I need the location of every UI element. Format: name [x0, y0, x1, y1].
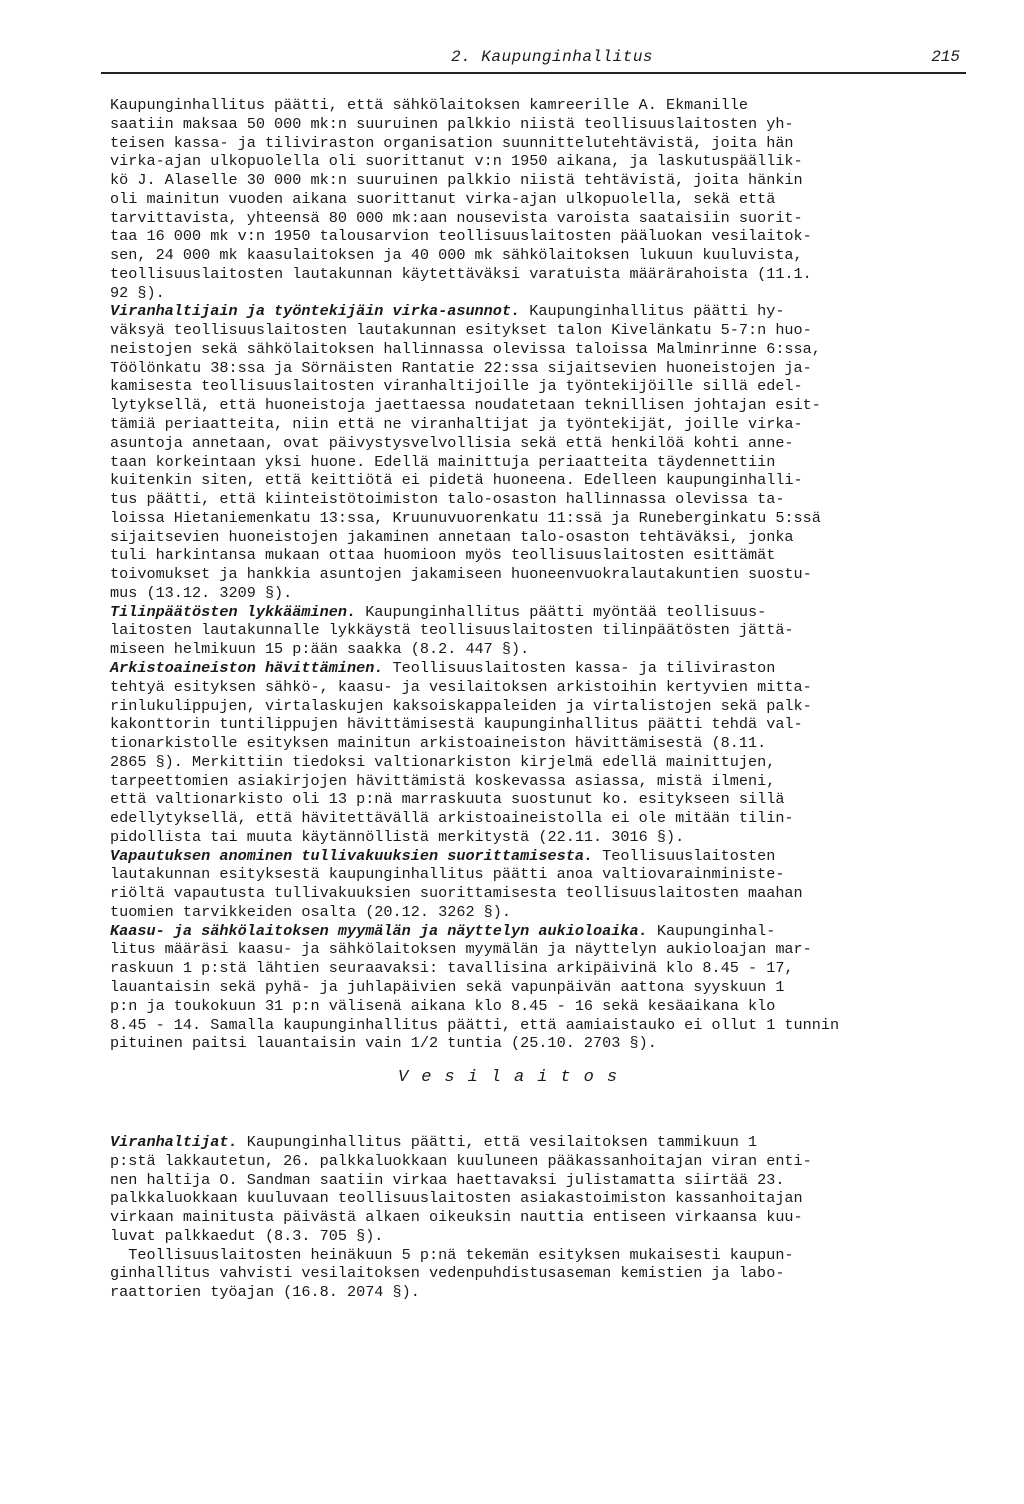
text-line: p:stä lakkautetun, 26. palkkaluokkaan kuuluneen pääkassanhoitajan viran enti-: [110, 1151, 812, 1170]
text-line: laitosten lautakunnalle lykkäystä teollisuuslaitosten tilinpäätösten jättä-: [110, 621, 794, 640]
text-line: saatiin maksaa 50 000 mk:n suuruinen palkkio niistä teollisuuslaitosten yh-: [110, 114, 794, 133]
text-line: virka-ajan ulkopuolella oli suorittanut v:n 1950 aikana, ja laskutuspäällik-: [110, 152, 803, 171]
text-line: kakonttorin tuntilippujen hävittämisestä kaupunginhallitus päätti tehdä val-: [110, 715, 803, 734]
text-line: 8.45 - 14. Samalla kaupunginhallitus päätti, että aamiaistauko ei ollut 1 tunnin: [110, 1015, 840, 1034]
text-line: p:n ja toukokuun 31 p:n välisenä aikana klo 8.45 - 16 sekä kesäaikana klo: [110, 996, 776, 1015]
text-run: Kaupunginhallitus päätti hy-: [520, 302, 785, 321]
paragraph: [110, 302, 990, 602]
text-line: [110, 659, 990, 678]
text-line: 2865 §). Merkittiin tiedoksi valtionarkiston kirjelmä edellä mainittujen,: [110, 752, 776, 771]
text-run: Kaupunginhallitus päätti, että vesilaitoksen tammikuun 1: [237, 1133, 758, 1151]
text-line: palkkaluokkaan kuuluvaan teollisuuslaitosten asiakastoimiston kassanhoitajan: [110, 1189, 803, 1208]
paragraph: [110, 1133, 990, 1246]
text-line: tarpeettomien asiakirjojen hävittämistä koskevassa asiassa, mistä ilmeni,: [110, 771, 776, 790]
text-line: tämiä periaatteita, niin että ne viranhaltijat ja työntekijät, joille virka-: [110, 415, 803, 434]
text-line: lytyksellä, että huoneistoja jaettaessa noudatetaan teknillisen johtajan esit-: [110, 396, 821, 415]
text-line: pidollista tai muuta käytännöllistä merkitystä (22.11. 3016 §).: [110, 827, 685, 846]
text-line: [110, 302, 990, 321]
paragraph: [110, 847, 990, 922]
text-line: riöltä vapautusta tullivakuuksien suorittamisesta teollisuuslaitosten maahan: [110, 884, 803, 903]
text-line: teollisuuslaitosten lautakunnan käytettäväksi varatuista määrärahoista (11.1.: [110, 264, 812, 283]
text-line: sijaitsevien huoneistojen jakaminen annetaan talo-osaston tehtäväksi, jonka: [110, 527, 794, 546]
text-line: rinlukulippujen, virtalaskujen kaksoiskappaleiden ja virtalistojen sekä palk-: [110, 696, 812, 715]
section-title: Vesilaitos: [398, 1068, 631, 1087]
text-line: taa 16 000 mk v:n 1950 talousarvion teollisuuslaitosten pääluokan vesilaitok-: [110, 227, 812, 246]
text-line: teisen kassa- ja tiliviraston organisation suunnittelutehtävistä, joita hän: [110, 133, 794, 152]
text-line: sen, 24 000 mk kaasulaitoksen ja 40 000 mk sähkölaitoksen lukuun kuuluvista,: [110, 246, 803, 265]
text-line: Töölönkatu 38:ssa ja Sörnäisten Rantatie 22:ssa sijaitsevien huoneistojen ja-: [110, 358, 812, 377]
text-line: lautakunnan esityksestä kaupunginhallitus päätti anoa valtiovarainministe-: [110, 865, 785, 884]
paragraph-heading: Arkistoaineiston hävittäminen.: [110, 658, 384, 677]
text-run: Kaupunginhal-: [647, 921, 776, 940]
text-line: raskuun 1 p:stä lähtien seuraavaksi: tavallisina arkipäivinä klo 8.45 - 17,: [110, 959, 794, 978]
paragraph-heading: Kaasu- ja sähkölaitoksen myymälän ja näyttelyn aukioloaika.: [110, 921, 648, 940]
paragraph-heading: Tilinpäätösten lykkääminen.: [110, 602, 357, 621]
running-title: 2. Kaupunginhallitus: [451, 48, 654, 66]
paragraph-heading: Vapautuksen anominen tullivakuuksien suorittamisesta.: [110, 846, 594, 865]
paragraph: [110, 603, 990, 659]
section-body-text: [110, 1133, 990, 1302]
text-line: oli mainitun vuoden aikana suorittanut virka-ajan ulkopuolella, sekä että: [110, 189, 776, 208]
text-line: Kaupunginhallitus päätti, että sähkölaitoksen kamreerille A. Ekmanille: [110, 96, 748, 114]
text-line: tarvittavista, yhteensä 80 000 mk:aan nousevista varoista saataisiin suorit-: [110, 208, 803, 227]
text-line: tehtyä esityksen sähkö-, kaasu- ja vesilaitoksen arkistoihin kertyvien mitta-: [110, 677, 812, 696]
text-line: miseen helmikuun 15 p:ään saakka (8.2. 447 §).: [110, 640, 530, 659]
text-line: luvat palkkaedut (8.3. 705 §).: [110, 1226, 384, 1245]
text-line: mus (13.12. 3209 §).: [110, 583, 293, 602]
text-line: tuomien tarvikkeiden osalta (20.12. 3262 §).: [110, 902, 512, 921]
body-text: [110, 96, 990, 1053]
text-line: että valtionarkisto oli 13 p:nä marraskuuta suostunut ko. esitykseen sillä: [110, 790, 785, 809]
text-line: litus määräsi kaasu- ja sähkölaitoksen myymälän ja näyttelyn aukioloajan mar-: [110, 940, 812, 959]
text-line: 92 §).: [110, 283, 165, 302]
text-line: tionarkistolle esityksen mainitun arkistoaineiston hävittämisestä (8.11.: [110, 734, 767, 753]
paragraph: [110, 659, 990, 847]
running-header: [101, 48, 966, 74]
text-line: ginhallitus vahvisti vesilaitoksen vedenpuhdistusaseman kemistien ja labo-: [110, 1264, 785, 1283]
text-line: Teollisuuslaitosten heinäkuun 5 p:nä tekemän esityksen mukaisesti kaupun-: [110, 1245, 794, 1264]
text-line: pituinen paitsi lauantaisin vain 1/2 tuntia (25.10. 2703 §).: [110, 1034, 657, 1053]
text-line: tuli harkintansa mukaan ottaa huomioon myös teollisuuslaitosten esittämät: [110, 546, 776, 565]
text-line: tus päätti, että kiinteistötoimiston talo-osaston hallinnassa olevissa ta-: [110, 490, 785, 509]
text-line: loissa Hietaniemenkatu 13:ssa, Kruunuvuorenkatu 11:ssä ja Runeberginkatu 5:ssä: [110, 508, 821, 527]
text-line: [110, 847, 990, 866]
paragraph: [110, 1246, 990, 1302]
text-line: [110, 922, 990, 941]
paragraph-heading: Viranhaltijain ja työntekijäin virka-asunnot.: [110, 302, 521, 321]
text-line: edellytyksellä, että hävitettävällä arkistoaineistolla ei ole mitään tilin-: [110, 809, 794, 828]
paragraph-heading: Viranhaltijat.: [110, 1133, 238, 1151]
text-line: toivomukset ja hankkia asuntojen jakamiseen huoneenvuokralautakuntien suostu-: [110, 565, 812, 584]
text-line: taan korkeintaan yksi huone. Edellä mainittuja periaatteita täydennettiin: [110, 452, 776, 471]
text-run: Teollisuuslaitosten kassa- ja tiliviraston: [383, 658, 776, 677]
text-run: Kaupunginhallitus päätti myöntää teollisuus-: [356, 602, 767, 621]
text-line: raattorien työajan (16.8. 2074 §).: [110, 1283, 420, 1302]
paragraph: [110, 96, 990, 302]
paragraph: [110, 922, 990, 1053]
text-line: asuntoja annetaan, ovat päivystysvelvollisia sekä että henkilöä kohti anne-: [110, 433, 794, 452]
text-line: virkaan mainitusta päivästä alkaen oikeuksin nauttia entiseen virkaansa kuu-: [110, 1208, 803, 1227]
page-number: 215: [931, 48, 960, 66]
text-line: väksyä teollisuuslaitosten lautakunnan esitykset talon Kivelänkatu 5-7:n huo-: [110, 321, 812, 340]
text-line: kö J. Alaselle 30 000 mk:n suuruinen palkkio niistä tehtävistä, joita hänkin: [110, 171, 803, 190]
text-line: lauantaisin sekä pyhä- ja juhlapäivien sekä vapunpäivän aattona syyskuun 1: [110, 977, 785, 996]
text-run: Teollisuuslaitosten: [593, 846, 776, 865]
text-line: kamisesta teollisuuslaitosten viranhaltijoille ja työntekijöille sillä edel-: [110, 377, 803, 396]
text-line: [110, 603, 990, 622]
text-line: nen haltija O. Sandman saatiin virkaa haettavaksi julistamatta siirtää 23.: [110, 1170, 785, 1189]
text-line: neistojen sekä sähkölaitoksen hallinnassa olevissa taloissa Malminrinne 6:ssa,: [110, 339, 821, 358]
text-line: kuitenkin siten, että keittiötä ei pidetä huoneena. Edelleen kaupunginhalli-: [110, 471, 803, 490]
text-line: [110, 1133, 990, 1152]
